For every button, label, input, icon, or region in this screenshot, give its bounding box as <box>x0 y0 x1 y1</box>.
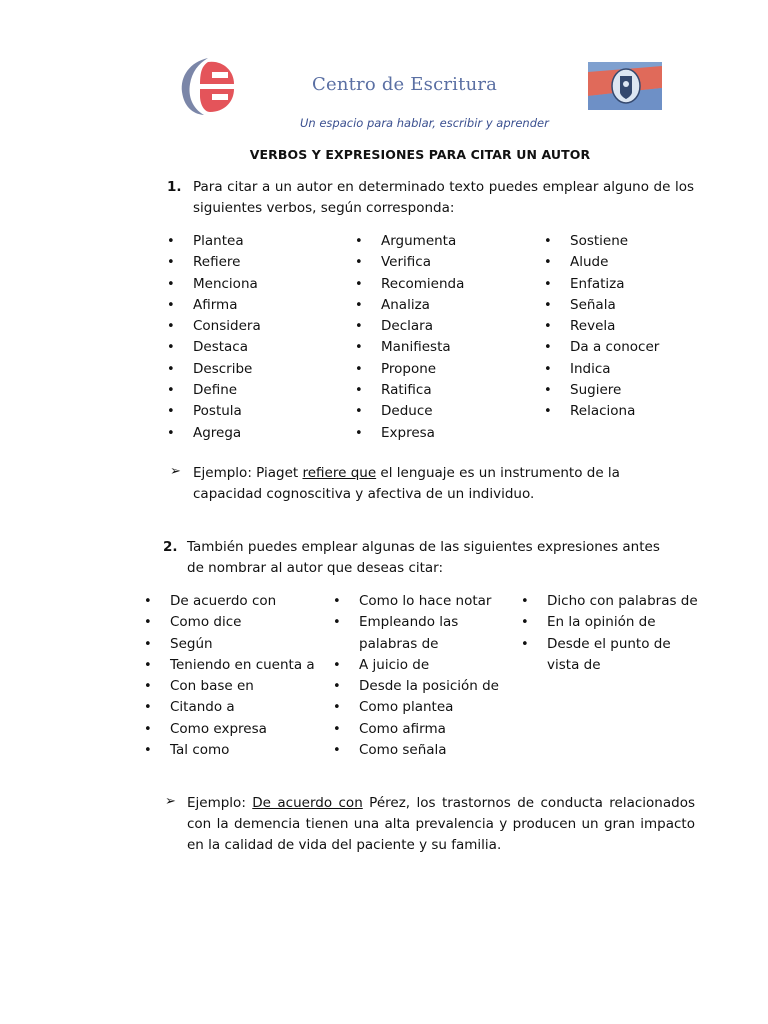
expressions-column-1 <box>144 591 315 761</box>
section-2-number: 2. <box>163 539 178 555</box>
bullet-icon: • <box>355 425 363 441</box>
list-item-label: Verifica <box>381 254 431 271</box>
list-item-label: Considera <box>193 318 261 335</box>
list-item <box>355 359 464 380</box>
list-item <box>544 337 659 358</box>
verbs-column-1 <box>167 231 261 444</box>
brand-title: Centro de Escritura <box>312 74 498 95</box>
list-item <box>355 401 464 422</box>
list-item-label: Argumenta <box>381 233 457 249</box>
list-item-label: Define <box>193 382 238 399</box>
section-1-intro: Para citar a un autor en determinado texto puedes emplear alguno de los siguientes verbos, según corresponda: <box>193 179 694 216</box>
bullet-icon: • <box>544 319 552 335</box>
list-item <box>355 295 464 316</box>
list-item-label: Como expresa <box>170 720 267 737</box>
list-item-label: Sugiere <box>570 382 622 399</box>
bullet-icon: • <box>167 276 175 292</box>
list-item-label: Relaciona <box>570 403 636 420</box>
bullet-icon: • <box>544 340 552 356</box>
list-item <box>144 612 315 633</box>
bullet-icon: • <box>544 255 552 271</box>
bullet-icon: • <box>355 361 363 377</box>
bullet-icon: • <box>355 319 363 335</box>
list-item <box>144 719 315 740</box>
example-1-suffix: el lenguaje es un instrumento de la capacidad cognoscitiva y afectiva de un individuo. <box>193 465 620 502</box>
bullet-icon: • <box>355 276 363 292</box>
verbs-column-2 <box>355 231 464 444</box>
list-item <box>355 274 464 295</box>
bullet-icon: • <box>167 255 175 271</box>
list-item-label: Empleando las palabras de <box>359 614 459 652</box>
list-item <box>167 380 261 401</box>
list-item-label: Desde la posición de <box>359 678 499 695</box>
list-item <box>333 697 503 718</box>
list-item-label: Plantea <box>193 233 244 249</box>
list-item <box>167 359 261 380</box>
list-item <box>144 634 315 655</box>
list-item <box>144 676 315 697</box>
list-item <box>167 337 261 358</box>
bullet-icon: • <box>355 383 363 399</box>
list-item <box>521 612 701 633</box>
example-2-suffix: Pérez, los trastornos de conducta relacionados con la demencia tienen una alta prevalencia y producen un gran impacto en la calidad de vida del paciente y su familia. <box>187 795 695 853</box>
list-item <box>167 295 261 316</box>
list-item <box>544 316 659 337</box>
bullet-icon: • <box>167 234 175 249</box>
bullet-icon: • <box>144 657 152 673</box>
list-item-label: Señala <box>570 296 616 313</box>
list-item-label: Enfatiza <box>570 275 625 292</box>
list-item-label: Citando a <box>170 699 235 716</box>
bullet-icon: • <box>167 425 175 441</box>
list-item <box>144 591 315 612</box>
list-item <box>544 380 659 401</box>
bullet-icon: • <box>355 255 363 271</box>
list-item <box>355 231 464 252</box>
list-item-label: Da a conocer <box>570 339 660 356</box>
list-item-label: A juicio de <box>359 656 430 673</box>
list-item <box>167 274 261 295</box>
list-item-label: Propone <box>381 360 437 377</box>
list-item <box>544 231 659 252</box>
bullet-icon: • <box>144 679 152 695</box>
list-item-label: Con base en <box>170 678 254 695</box>
bullet-icon: • <box>544 276 552 292</box>
list-item-label: Postula <box>193 403 242 420</box>
bullet-icon: • <box>167 340 175 356</box>
bullet-icon: • <box>544 404 552 420</box>
list-item <box>333 676 503 697</box>
list-item <box>333 591 503 612</box>
list-item-label: Refiere <box>193 254 241 271</box>
document-title: VERBOS Y EXPRESIONES PARA CITAR UN AUTOR <box>249 147 591 162</box>
list-item-label: Deduce <box>381 403 433 420</box>
example-2 <box>187 793 695 856</box>
bullet-icon: • <box>144 615 152 631</box>
list-item-label: Como plantea <box>359 699 454 716</box>
bullet-icon: • <box>521 594 529 609</box>
list-item <box>333 740 503 761</box>
list-item <box>167 252 261 273</box>
bullet-icon: • <box>333 657 341 673</box>
example-2-prefix: Ejemplo: <box>187 795 253 811</box>
bullet-icon: • <box>333 615 341 631</box>
list-item <box>333 719 503 740</box>
list-item-label: Ratifica <box>381 382 432 399</box>
bullet-icon: • <box>167 297 175 313</box>
list-item <box>521 591 701 612</box>
list-item-label: Como dice <box>170 614 242 631</box>
list-item <box>355 316 464 337</box>
list-item <box>167 231 261 252</box>
bullet-icon: • <box>167 361 175 377</box>
expressions-column-2 <box>333 591 503 761</box>
list-item-label: Sostiene <box>570 233 629 249</box>
list-item <box>355 423 464 444</box>
list-item-label: Teniendo en cuenta a <box>170 656 315 673</box>
list-item <box>167 423 261 444</box>
list-item-label: Declara <box>381 318 433 335</box>
list-item <box>333 612 503 655</box>
list-item <box>144 740 315 761</box>
bullet-icon: • <box>544 234 552 249</box>
list-item-label: De acuerdo con <box>170 593 277 609</box>
bullet-icon: • <box>333 679 341 695</box>
arrow-bullet-icon: ➢ <box>165 794 176 809</box>
bullet-icon: • <box>144 721 152 737</box>
list-item <box>521 634 701 677</box>
list-item <box>144 697 315 718</box>
bullet-icon: • <box>333 700 341 716</box>
bullet-icon: • <box>355 404 363 420</box>
list-item <box>544 252 659 273</box>
list-item-label: Como lo hace notar <box>359 593 492 609</box>
list-item-label: Dicho con palabras de <box>547 593 698 609</box>
bullet-icon: • <box>544 297 552 313</box>
section-2-intro: También puedes emplear algunas de las siguientes expresiones antes de nombrar al autor que deseas citar: <box>187 539 660 576</box>
bullet-icon: • <box>333 594 341 609</box>
bullet-icon: • <box>167 319 175 335</box>
list-item-label: En la opinión de <box>547 614 656 631</box>
example-1-highlight: refiere que <box>302 465 377 481</box>
list-item-label: Como señala <box>359 742 447 759</box>
list-item-label: Como afirma <box>359 720 446 737</box>
list-item-label: Alude <box>570 254 609 271</box>
bullet-icon: • <box>333 743 341 759</box>
bullet-icon: • <box>144 700 152 716</box>
bullet-icon: • <box>521 615 529 631</box>
list-item-label: Indica <box>570 360 611 377</box>
list-item-label: Analiza <box>381 296 430 313</box>
list-item <box>355 337 464 358</box>
bullet-icon: • <box>333 721 341 737</box>
list-item <box>544 295 659 316</box>
list-item-label: Describe <box>193 360 253 377</box>
bullet-icon: • <box>355 297 363 313</box>
bullet-icon: • <box>144 636 152 652</box>
verbs-column-3 <box>544 231 659 423</box>
example-2-highlight: De acuerdo con <box>252 795 363 811</box>
example-1-prefix: Ejemplo: Piaget <box>193 465 303 481</box>
list-item <box>333 655 503 676</box>
university-crest-logo-icon <box>588 62 662 110</box>
expressions-column-3 <box>521 591 701 676</box>
list-item <box>355 252 464 273</box>
list-item-label: Manifiesta <box>381 339 451 356</box>
bullet-icon: • <box>167 383 175 399</box>
list-item <box>355 380 464 401</box>
list-item-label: Expresa <box>381 424 435 441</box>
bullet-icon: • <box>355 234 363 249</box>
list-item <box>544 274 659 295</box>
arrow-bullet-icon: ➢ <box>170 464 181 479</box>
list-item-label: Revela <box>570 318 616 335</box>
centro-escritura-logo-icon <box>178 56 236 116</box>
list-item <box>167 316 261 337</box>
bullet-icon: • <box>144 594 152 609</box>
list-item <box>167 401 261 422</box>
list-item-label: Menciona <box>193 275 258 292</box>
bullet-icon: • <box>355 340 363 356</box>
list-item-label: Desde el punto de vista de <box>547 635 671 673</box>
list-item-label: Según <box>170 635 213 652</box>
bullet-icon: • <box>521 636 529 652</box>
bullet-icon: • <box>544 383 552 399</box>
list-item-label: Recomienda <box>381 275 465 292</box>
brand-subtitle: Un espacio para hablar, escribir y aprender <box>300 116 549 130</box>
list-item-label: Agrega <box>193 424 242 441</box>
list-item-label: Destaca <box>193 339 248 356</box>
list-item <box>144 655 315 676</box>
bullet-icon: • <box>544 361 552 377</box>
example-1 <box>193 463 673 505</box>
list-item-label: Tal como <box>170 742 230 759</box>
list-item <box>544 401 659 422</box>
list-item <box>544 359 659 380</box>
list-item-label: Afirma <box>193 296 238 313</box>
section-1-number: 1. <box>167 179 182 195</box>
bullet-icon: • <box>167 404 175 420</box>
bullet-icon: • <box>144 743 152 759</box>
